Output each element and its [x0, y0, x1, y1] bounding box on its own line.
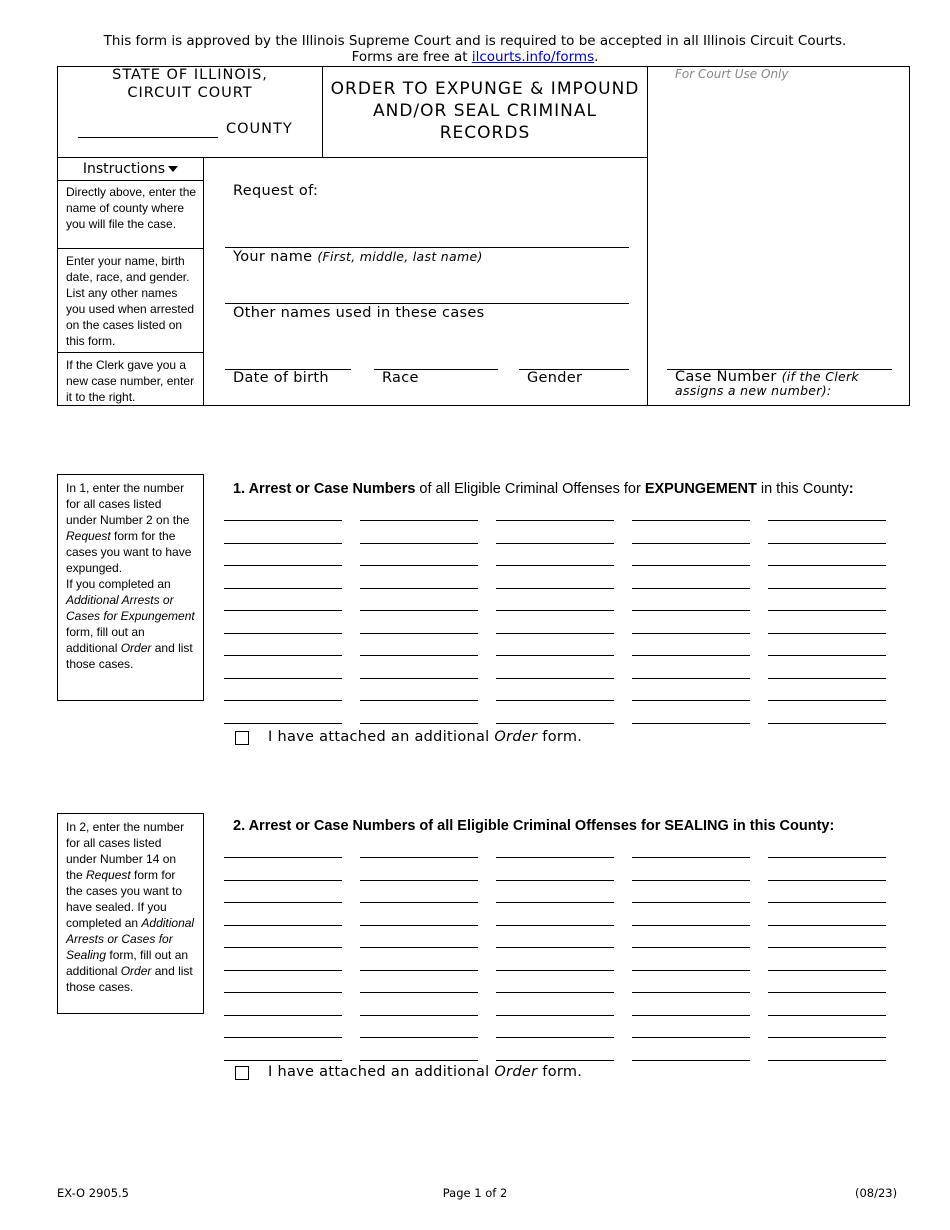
case-number-entry-line[interactable] [360, 880, 478, 881]
case-number-entry-line[interactable] [224, 1037, 342, 1038]
case-number-entry-line[interactable] [632, 543, 750, 544]
case-number-entry-line[interactable] [360, 902, 478, 903]
gender-label: Gender [527, 370, 583, 386]
case-number-entry-line[interactable] [360, 633, 478, 634]
case-number-entry-line[interactable] [224, 655, 342, 656]
chk-text: Order [494, 729, 538, 745]
case-number-text: Case Number [675, 369, 777, 385]
divider [57, 248, 204, 249]
case-number-entry-line[interactable] [496, 925, 614, 926]
instruction-case-number: If the Clerk gave you a new case number, enter it to the right. [66, 358, 195, 404]
request-of-input[interactable] [225, 247, 629, 248]
case-number-entry-line[interactable] [768, 880, 886, 881]
case-number-entry-line[interactable] [496, 610, 614, 611]
case-number-entry-line[interactable] [360, 543, 478, 544]
divider [57, 157, 648, 158]
instr-text: form, fill out an additional [66, 625, 145, 655]
section1-instructions [57, 474, 204, 701]
chk-text: Order [494, 1064, 538, 1080]
your-name-label [233, 249, 483, 265]
case-number-entry-line[interactable] [632, 970, 750, 971]
form-id: EX-O 2905.5 [57, 1186, 129, 1200]
form-date: (08/23) [855, 1186, 898, 1200]
your-name-text: Your name [233, 249, 313, 265]
case-number-entry-line[interactable] [224, 633, 342, 634]
instr-text: Request [86, 868, 131, 882]
case-number-entry-line[interactable] [496, 1060, 614, 1061]
instr-text: form for the cases you want to have sealed. If you completed an [66, 868, 183, 930]
case-number-entry-line[interactable] [632, 588, 750, 589]
race-label: Race [382, 370, 419, 386]
title-part: : [848, 481, 854, 497]
divider [57, 352, 204, 353]
instructions-label: Instructions [82, 161, 166, 177]
case-number-entry-line[interactable] [224, 700, 342, 701]
approval-notice: This form is approved by the Illinois Supreme Court and is required to be accepted in all Illinois Circuit Courts. [103, 33, 847, 49]
chk-text: form. [537, 729, 583, 745]
case-number-entry-line[interactable] [360, 678, 478, 679]
case-number-entry-line[interactable] [768, 925, 886, 926]
case-number-entry-line[interactable] [768, 610, 886, 611]
section1-title [233, 481, 854, 497]
county-input[interactable] [78, 137, 218, 138]
case-number-entry-line[interactable] [360, 723, 478, 724]
case-number-entry-line[interactable] [632, 947, 750, 948]
instr-text: Order [120, 964, 152, 978]
case-number-label [675, 370, 900, 398]
chk-text: form. [537, 1064, 583, 1080]
case-number-entry-line[interactable] [496, 1015, 614, 1016]
case-number-entry-line[interactable] [360, 520, 478, 521]
case-number-entry-line[interactable] [632, 610, 750, 611]
title-part: EXPUNGEMENT [644, 481, 757, 497]
case-number-entry-line[interactable] [632, 723, 750, 724]
instr-text: In 1, enter the number for all cases listed under Number 2 on the [66, 481, 190, 527]
other-names-input[interactable] [225, 303, 629, 304]
section2-attached-label [268, 1064, 582, 1080]
forms-notice-prefix: Forms are free at [351, 49, 472, 65]
case-number-entry-line[interactable] [496, 543, 614, 544]
case-number-entry-line[interactable] [496, 633, 614, 634]
case-number-entry-line[interactable] [768, 520, 886, 521]
case-number-entry-line[interactable] [632, 902, 750, 903]
case-number-entry-line[interactable] [632, 655, 750, 656]
case-number-entry-line[interactable] [360, 565, 478, 566]
case-number-entry-line[interactable] [768, 655, 886, 656]
case-number-entry-line[interactable] [496, 880, 614, 881]
chk-text: I have attached an additional [268, 729, 495, 745]
case-number-entry-line[interactable] [768, 1015, 886, 1016]
case-number-entry-line[interactable] [496, 723, 614, 724]
case-number-entry-line[interactable] [360, 610, 478, 611]
case-number-entry-line[interactable] [360, 1060, 478, 1061]
case-number-entry-line[interactable] [224, 925, 342, 926]
state-of-illinois: STATE OF ILLINOIS, [112, 67, 268, 83]
case-number-entry-line[interactable] [768, 902, 886, 903]
case-number-entry-line[interactable] [496, 655, 614, 656]
case-number-entry-line[interactable] [360, 700, 478, 701]
circuit-court: CIRCUIT COURT [127, 85, 253, 101]
case-number-entry-line[interactable] [496, 588, 614, 589]
case-number-entry-line[interactable] [224, 902, 342, 903]
case-number-entry-line[interactable] [360, 925, 478, 926]
instr-text: and list those cases. [66, 964, 193, 994]
section1-attached-label [268, 729, 582, 745]
county-label: COUNTY [226, 121, 293, 137]
case-number-entry-line[interactable] [224, 678, 342, 679]
case-number-entry-line[interactable] [496, 902, 614, 903]
section1-attached-checkbox[interactable] [235, 731, 249, 745]
case-number-entry-line[interactable] [768, 723, 886, 724]
case-number-entry-line[interactable] [632, 520, 750, 521]
instructions-dropdown[interactable] [57, 161, 204, 177]
title-part: 1. Arrest or Case Numbers [233, 481, 416, 497]
divider [647, 66, 648, 406]
instr-text: Order [120, 641, 152, 655]
case-number-entry-line[interactable] [496, 1037, 614, 1038]
case-number-entry-line[interactable] [768, 588, 886, 589]
case-number-entry-line[interactable] [632, 1060, 750, 1061]
case-number-entry-line[interactable] [496, 565, 614, 566]
instr-text: form for the cases you want to have expunged. [66, 529, 192, 575]
case-number-entry-line[interactable] [632, 633, 750, 634]
instr-text: If you completed an [66, 577, 171, 591]
forms-link[interactable]: ilcourts.info/forms [471, 49, 595, 65]
case-number-entry-line[interactable] [632, 678, 750, 679]
case-number-entry-line[interactable] [224, 1015, 342, 1016]
divider [203, 157, 204, 406]
case-number-entry-line[interactable] [496, 970, 614, 971]
chk-text: I have attached an additional [268, 1064, 495, 1080]
case-number-hint: (if the Clerk assigns a new number): [675, 369, 859, 398]
forms-notice [0, 49, 950, 65]
case-number-entry-line[interactable] [360, 947, 478, 948]
instr-text: Request [66, 529, 111, 543]
case-number-entry-line[interactable] [496, 947, 614, 948]
forms-notice-suffix: . [594, 49, 599, 65]
case-number-entry-line[interactable] [224, 970, 342, 971]
case-number-entry-line[interactable] [768, 992, 886, 993]
instruction-county: Directly above, enter the name of county where you will file the case. [66, 185, 197, 231]
case-number-entry-line[interactable] [224, 857, 342, 858]
case-number-entry-line[interactable] [768, 678, 886, 679]
section2-attached-checkbox[interactable] [235, 1066, 249, 1080]
case-number-entry-line[interactable] [224, 565, 342, 566]
case-number-entry-line[interactable] [632, 925, 750, 926]
case-number-entry-line[interactable] [360, 1037, 478, 1038]
case-number-entry-line[interactable] [632, 992, 750, 993]
case-number-entry-line[interactable] [632, 565, 750, 566]
case-number-entry-line[interactable] [224, 992, 342, 993]
section2-title: 2. Arrest or Case Numbers of all Eligible Criminal Offenses for SEALING in this County: [233, 818, 835, 834]
case-number-entry-line[interactable] [632, 700, 750, 701]
case-number-entry-line[interactable] [224, 723, 342, 724]
case-number-entry-line[interactable] [496, 857, 614, 858]
caret-down-icon [168, 166, 178, 172]
case-number-entry-line[interactable] [224, 1060, 342, 1061]
case-number-entry-line[interactable] [768, 1037, 886, 1038]
case-number-entry-line[interactable] [768, 565, 886, 566]
divider [57, 180, 204, 181]
case-number-entry-line[interactable] [360, 857, 478, 858]
case-number-entry-line[interactable] [632, 1037, 750, 1038]
case-number-entry-line[interactable] [360, 588, 478, 589]
instr-text: and list those cases. [66, 641, 193, 671]
case-number-entry-line[interactable] [768, 700, 886, 701]
title-part: of all Eligible Criminal Offenses for [415, 481, 645, 497]
case-number-entry-line[interactable] [768, 947, 886, 948]
request-of-label: Request of: [233, 183, 319, 199]
page-number: Page 1 of 2 [442, 1186, 508, 1200]
case-number-entry-line[interactable] [496, 520, 614, 521]
case-number-entry-line[interactable] [768, 857, 886, 858]
instr-text: form, fill out an additional [66, 948, 189, 978]
case-number-entry-line[interactable] [768, 633, 886, 634]
case-number-entry-line[interactable] [224, 588, 342, 589]
your-name-hint: (First, middle, last name) [317, 249, 483, 264]
case-number-entry-line[interactable] [496, 992, 614, 993]
case-number-entry-line[interactable] [632, 857, 750, 858]
case-number-entry-line[interactable] [632, 1015, 750, 1016]
dob-label: Date of birth [233, 370, 329, 386]
case-number-entry-line[interactable] [496, 678, 614, 679]
case-number-entry-line[interactable] [360, 992, 478, 993]
section2-instructions [57, 813, 204, 1014]
case-number-entry-line[interactable] [360, 970, 478, 971]
case-number-entry-line[interactable] [496, 700, 614, 701]
instr-text: In 2, enter the number for all cases listed under Number 14 on the [66, 820, 185, 882]
instr-text: Additional Arrests or Cases for Expungement [66, 593, 195, 623]
case-number-entry-line[interactable] [224, 543, 342, 544]
case-number-entry-line[interactable] [632, 880, 750, 881]
case-number-entry-line[interactable] [224, 610, 342, 611]
other-names-label: Other names used in these cases [233, 305, 485, 321]
instruction-name: Enter your name, birth date, race, and gender. List any other names you used when arrested on the cases listed on this form. [66, 254, 195, 348]
case-number-entry-line[interactable] [224, 880, 342, 881]
case-number-entry-line[interactable] [360, 1015, 478, 1016]
case-number-entry-line[interactable] [768, 543, 886, 544]
divider [322, 66, 323, 158]
case-number-entry-line[interactable] [224, 520, 342, 521]
case-number-entry-line[interactable] [768, 1060, 886, 1061]
case-number-entry-line[interactable] [360, 655, 478, 656]
title-part: in this County [756, 481, 849, 497]
case-number-entry-line[interactable] [224, 947, 342, 948]
instr-text: Additional Arrests or Cases for Sealing [66, 916, 195, 962]
form-title: ORDER TO EXPUNGE & IMPOUND AND/OR SEAL CRIMINAL RECORDS [330, 79, 640, 143]
case-number-entry-line[interactable] [768, 970, 886, 971]
court-use-label: For Court Use Only [675, 67, 789, 81]
